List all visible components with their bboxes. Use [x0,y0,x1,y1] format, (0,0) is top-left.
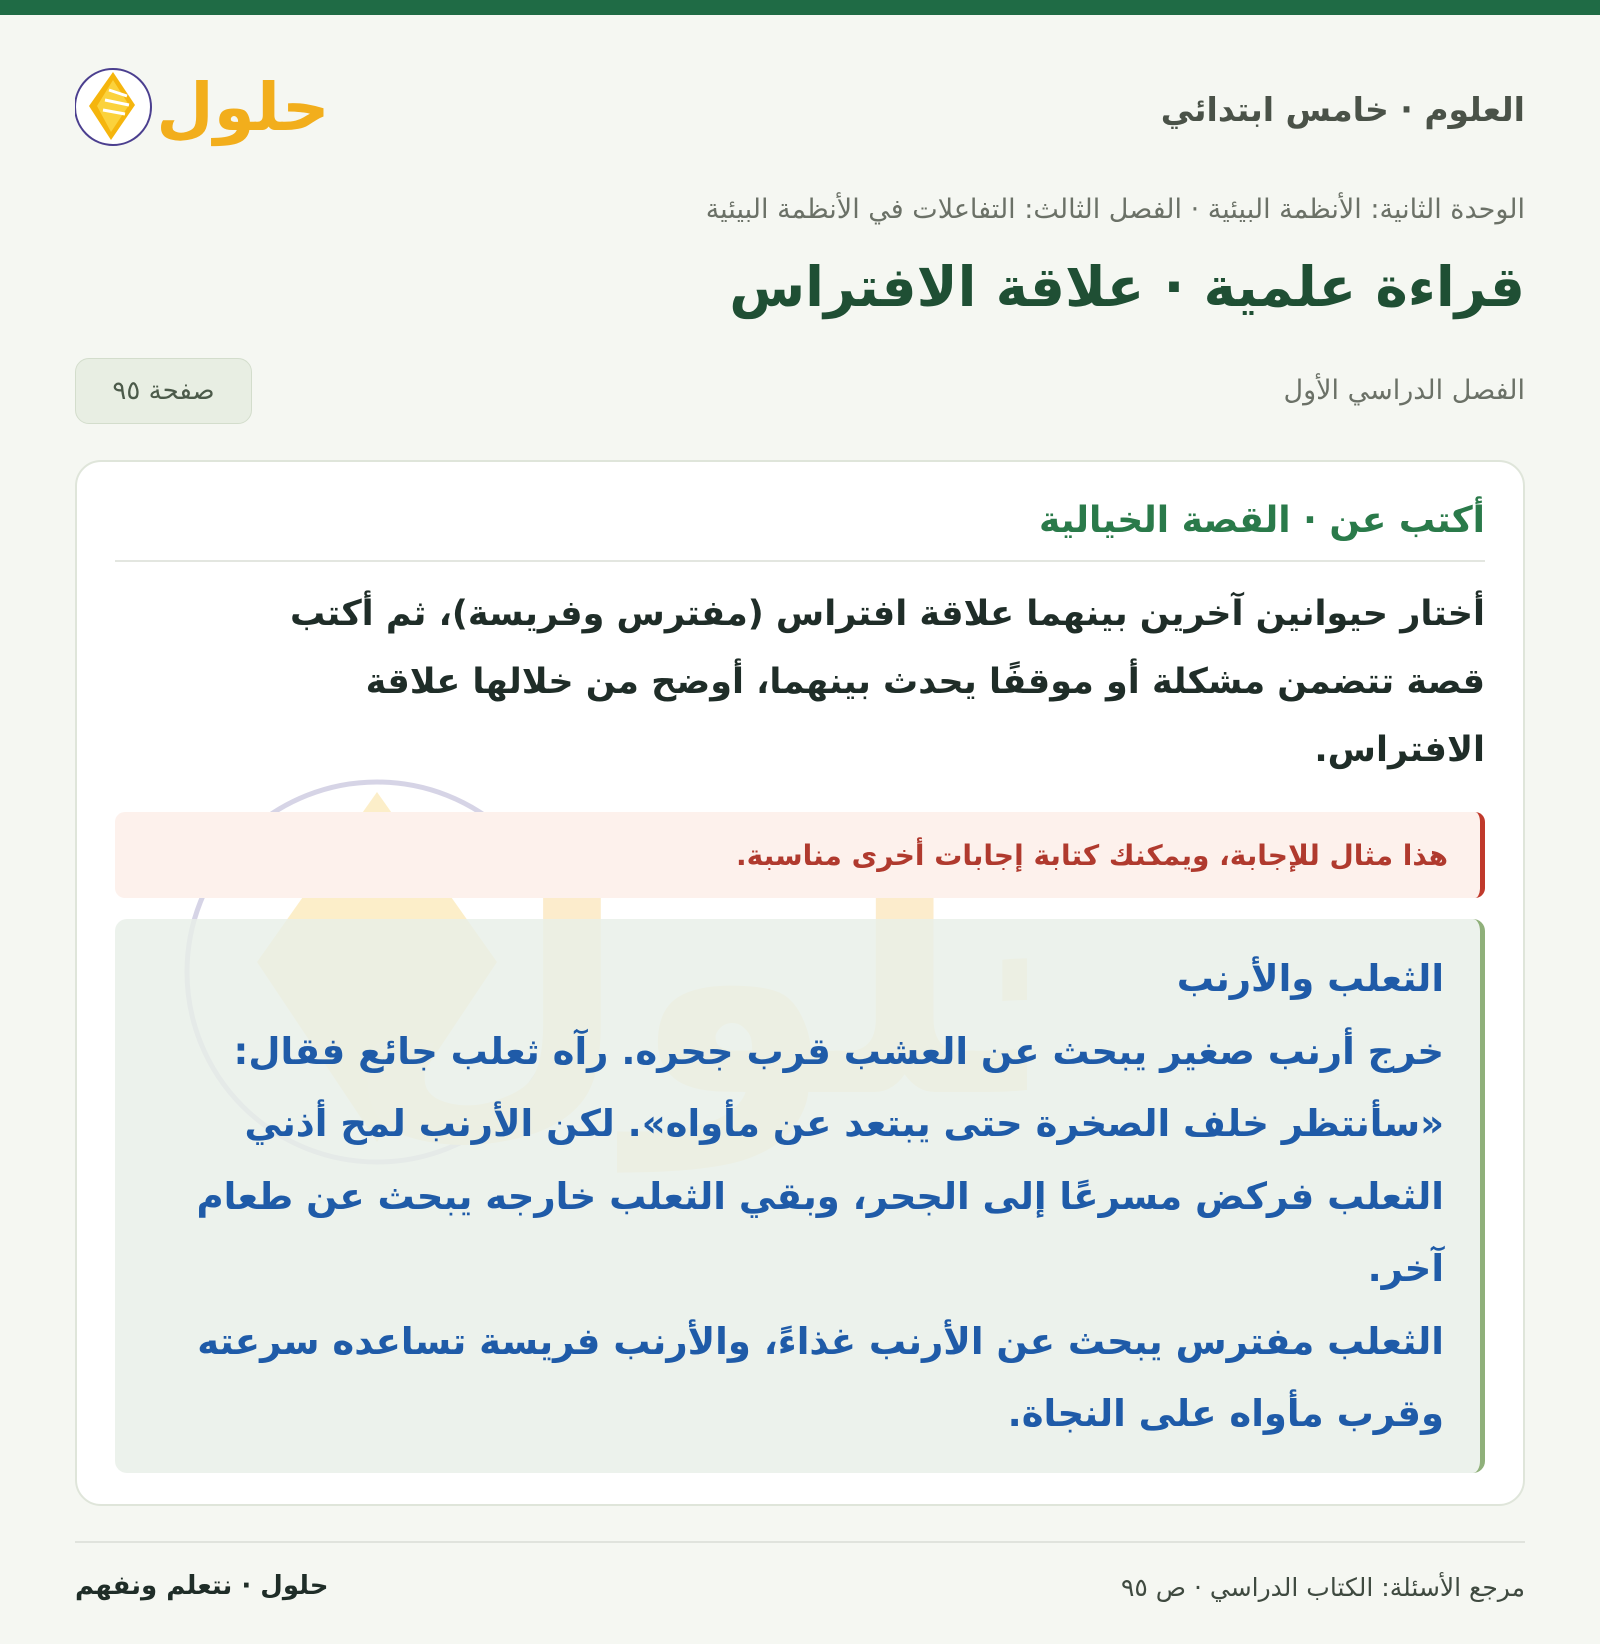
footer-brand[interactable]: حلول · نتعلم ونفهم [75,1571,329,1601]
page-header [75,50,1525,170]
logo-wordmark: حلول [156,69,330,146]
footer-divider [75,1541,1525,1543]
subject-title: العلوم · خامس ابتدائي [1160,90,1525,129]
answer-box [115,919,1485,1473]
top-accent-bar [0,0,1600,15]
relation-explanation: الثعلب مفترس يبحث عن الأرنب غذاءً، والأرنب فريسة تساعده سرعته وقرب مأواه على النجاة. [197,1319,1444,1435]
answer-note [115,812,1485,898]
question-text: أختار حيوانين آخرين بينهما علاقة افتراس (مفترس وفريسة)، ثم أكتب قصة تتضمن مشكلة أو موقفًا يحدث بينهما، أوضح من خلالها علاقة الافتراس. [289,594,1485,770]
term-label: الفصل الدراسي الأول [1283,375,1525,406]
story-body: خرج أرنب صغير يبحث عن العشب قرب جحره. رآه ثعلب جائع فقال: «سأنتظر خلف الصخرة حتى يبتعد عن مأواه». لكن الأرنب لمح أذني الثعلب فركض مسرعًا إلى الجحر، وبقي الثعلب خارجه يبحث عن طعام آخر. [196,1029,1444,1290]
answer-note-text: هذا مثال للإجابة، ويمكنك كتابة إجابات أخرى مناسبة. [736,838,1448,872]
section-divider [115,560,1485,562]
story-title: الثعلب والأرنب [1176,957,1444,1000]
breadcrumb: الوحدة الثانية: الأنظمة البيئية · الفصل الثالث: التفاعلات في الأنظمة البيئية [705,194,1525,225]
page-number-badge: صفحة ٩٥ [75,358,252,424]
page-title: قراءة علمية · علاقة الافتراس [729,255,1525,319]
footer-reference: مرجع الأسئلة: الكتاب الدراسي · ص ٩٥ [1120,1573,1525,1602]
content-card [75,460,1525,1506]
hulul-logo[interactable] [75,50,345,170]
section-heading: أكتب عن · القصة الخيالية [1038,500,1485,541]
